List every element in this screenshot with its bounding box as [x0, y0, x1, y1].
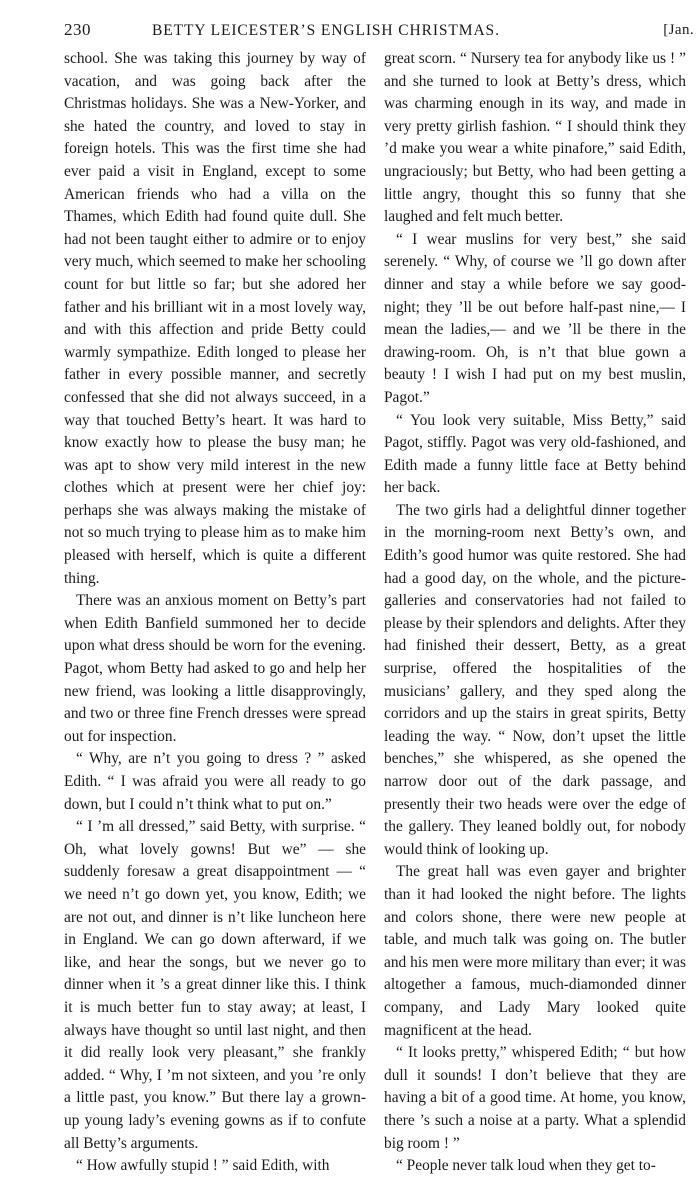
paragraph: great scorn. “ Nursery tea for anybody like us ! ” and she turned to look at Betty’s dress, which was charming enough in its way, and made in very pretty girlish fashion. “ I should think they ’d make you wear a white pinafore,” said Edith, ungraciously; but Betty, who had been getting a little angry, thought this so funny that she laughed and felt much better. [384, 50, 686, 226]
paragraph: The great hall was even gayer and brighter than it had looked the night before. The lights and colors shone, there were new people at table, and much talk was going on. The butler and his men were more military than ever; it was altogether a famous, much-diamonded dinner company, and Lady Mary looked quite magnificent at the head. [384, 863, 686, 1039]
paragraph: “ You look very suitable, Miss Betty,” said Pagot, stiffly. Pagot was very old-fashioned, and Edith made a funny little face at Betty behind her back. [384, 411, 686, 497]
paragraph: school. She was taking this journey by way of vacation, and was going back after the Christmas holidays. She was a New-Yorker, and she hated the country, and loved to stay in foreign hotels. This was the first time she had ever paid a visit in England, except to some American friends who had a villa on the Thames, which Edith had found quite dull. She had not been taught either to admire or to enjoy very much, which seemed to make her schooling count for but little so far; but she adored her father and his brilliant wit in a most lovely way, and with this affection and pride Betty could warmly sympathize. Edith longed to please her father in every possible manner, and secretly confessed that she did not always succeed, in a way that touched Betty’s heart. It was hard to know exactly how to please the busy man; he was apt to show very mild interest in the new clothes which at present were her chief joy: perhaps she was always making the mistake of not so much trying to please him as to make him pleased with herself, which is quite a different thing. [64, 50, 366, 587]
running-title: BETTY LEICESTER’S ENGLISH CHRISTMAS. [152, 22, 500, 39]
right-column [384, 48, 686, 1178]
paragraph: “ Why, are n’t you going to dress ? ” asked Edith. “ I was afraid you were all ready to go down, but I could n’t think what to put on.” [64, 750, 366, 813]
paragraph: “ I ’m all dressed,” said Betty, with surprise. “ Oh, what lovely gowns! But we” — she suddenly foresaw a great disappointment — “ we need n’t go down yet, you know, Edith; we are not out, and dinner is n’t like luncheon here in England. We can go down afterward, if we like, and hear the songs, but we never go to dinner when it ’s a great dinner like this. I think it is much better fun to stay away; at least, I always have thought so until last night, and then it did really look very pleasant,” she frankly added. “ Why, I ’m not sixteen, and you ’re only a little past, you know.” But there lay a grown-up young lady’s evening gowns as if to confute all Betty’s arguments. [64, 818, 366, 1152]
paragraph: “ It looks pretty,” whispered Edith; “ but how dull it sounds! I don’t believe that they are having a bit of a good time. At home, you know, there ’s such a noise at a party. What a splendid big room ! ” [384, 1044, 686, 1152]
left-column [64, 48, 366, 1178]
paragraph: There was an anxious moment on Betty’s part when Edith Banfield summoned her to decide upon what dress should be worn for the evening. Pagot, whom Betty had asked to go and help her new friend, was looking a little disapprovingly, and two or three fine French dresses were spread out for inspection. [64, 592, 366, 745]
paragraph: “ How awfully stupid ! ” said Edith, with [76, 1157, 330, 1175]
page-number: 230 [64, 20, 91, 39]
page-header [64, 20, 694, 44]
paragraph: The two girls had a delightful dinner together in the morning-room next Betty’s own, and Edith’s good humor was quite restored. She had had a good day, on the whole, and the picture-galleries and conservatories had not failed to please by their splendors and delights. After they had finished their dessert, Betty, as a great surprise, offered the hospitalities of the musicians’ gallery, and they sped along the corridors and up the stairs in great spirits, Betty leading the way. “ Now, don’t upset the little benches,” she whispered, as she opened the narrow door out of the dark passage, and presently their two heads were over the edge of the gallery. They leaned boldly out, for nobody would think of looking up. [384, 501, 686, 858]
paragraph: “ People never talk loud when they get to- [396, 1157, 656, 1175]
issue-month: [Jan. [663, 22, 694, 38]
paragraph: “ I wear muslins for very best,” she said serenely. “ Why, of course we ’ll go down after dinner and stay a while before we say good-night; they ’ll be out before half-past nine,— I mean the ladies,— and we ’ll be there in the drawing-room. Oh, is n’t that blue gown a beauty ! I wish I had put on my best muslin, Pagot.” [384, 230, 686, 406]
